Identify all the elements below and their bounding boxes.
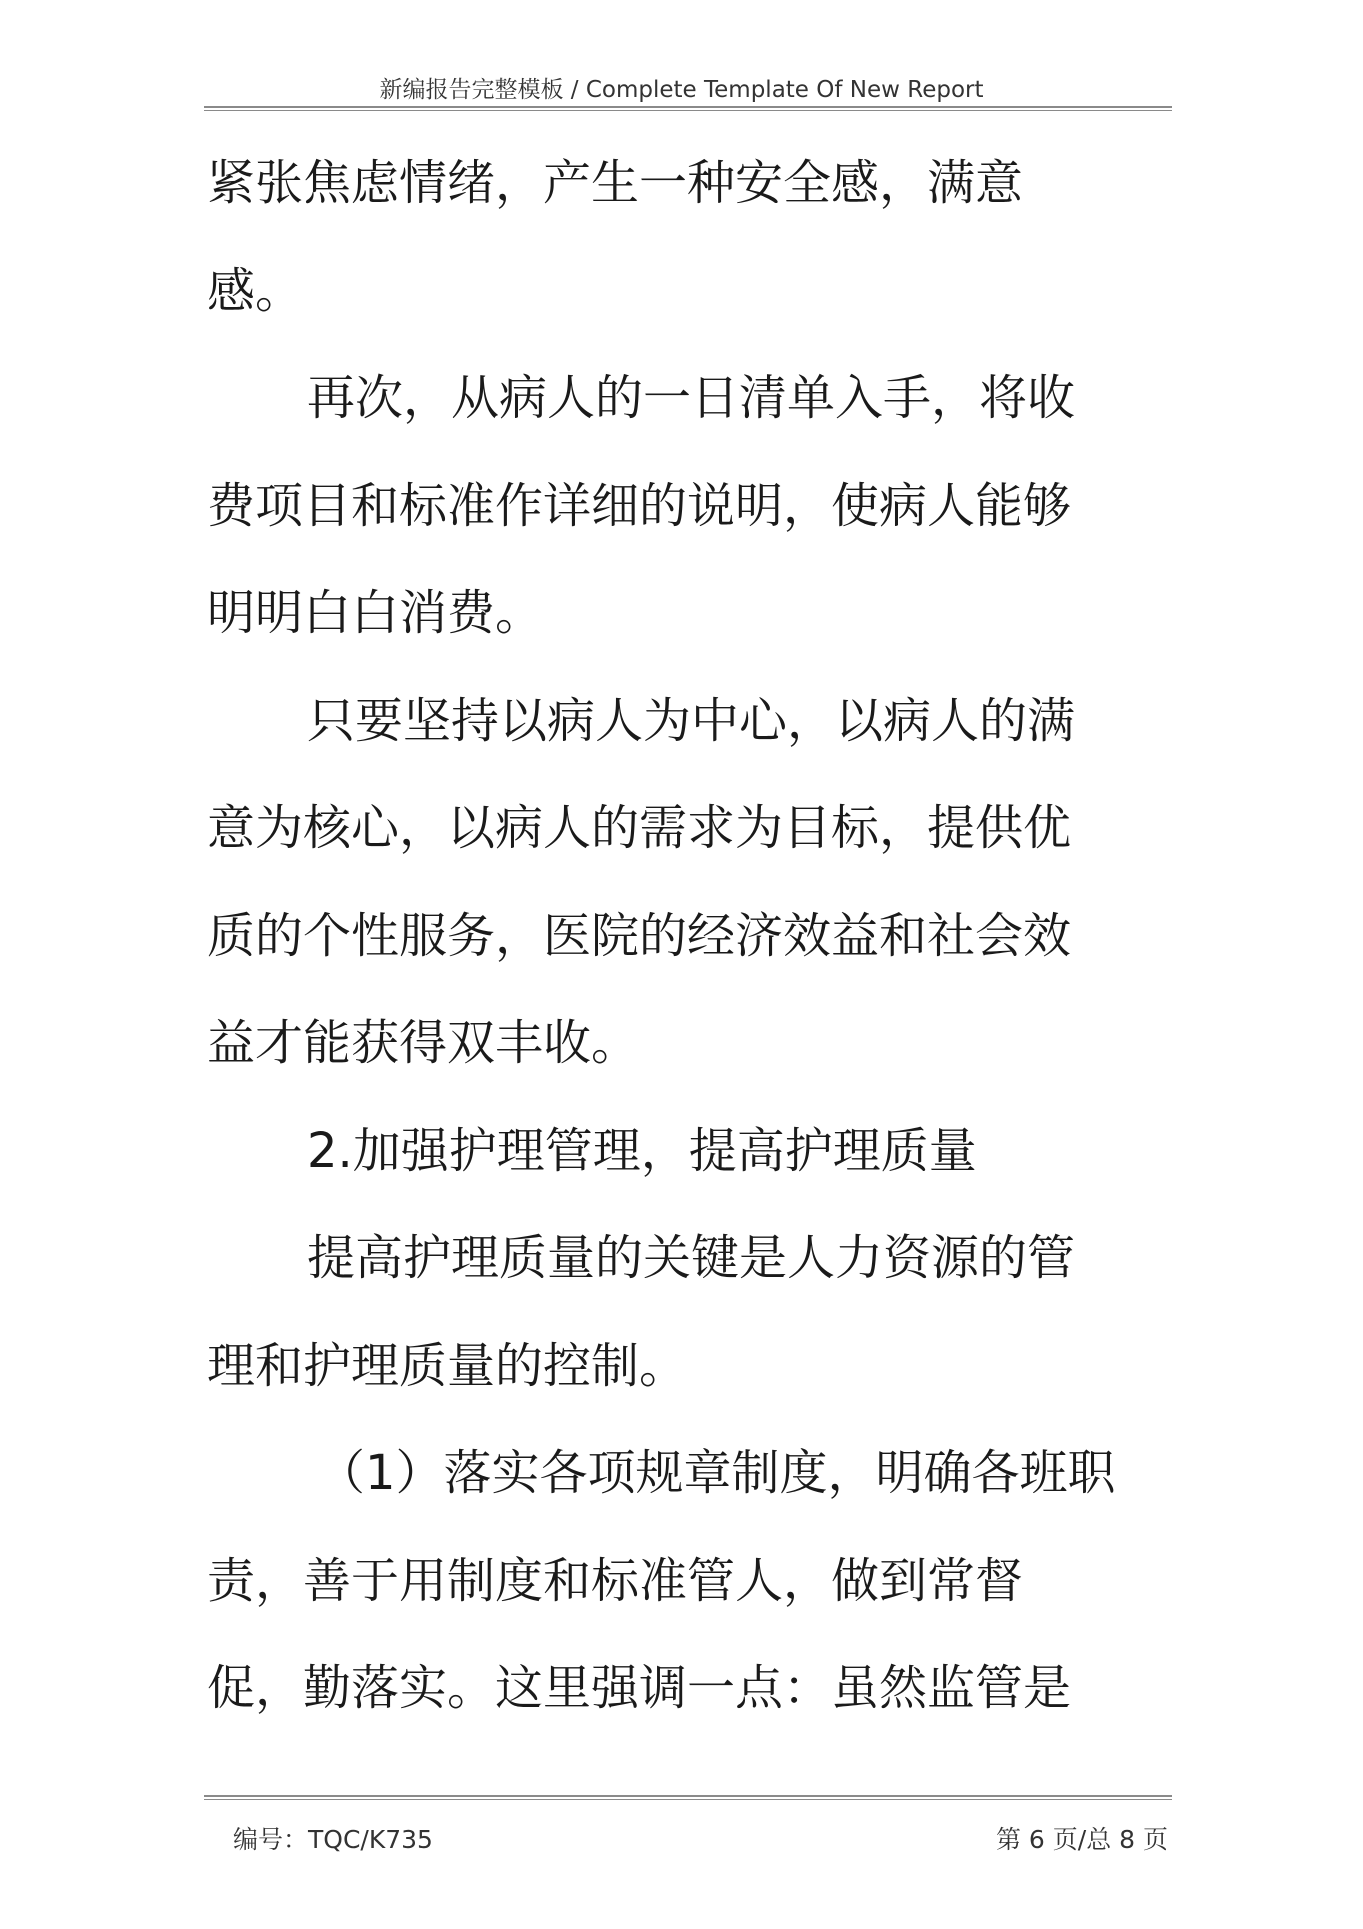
page-header-title: 新编报告完整模板 / Complete Template Of New Report bbox=[379, 77, 984, 103]
header-divider bbox=[204, 106, 1172, 111]
body-line: 意为核心，以病人的需求为目标，提供优 bbox=[207, 800, 1072, 856]
section-heading: 2.加强护理管理，提高护理质量 bbox=[307, 1122, 977, 1179]
body-line: 责，善于用制度和标准管人，做到常督 bbox=[207, 1552, 1024, 1609]
body-line: 理和护理质量的控制。 bbox=[207, 1337, 688, 1394]
body-line: 感。 bbox=[207, 262, 304, 319]
body-line: 紧张焦虑情绪，产生一种安全感，满意 bbox=[207, 155, 1024, 211]
body-line: 只要坚持以病人为中心，以病人的满 bbox=[307, 692, 1076, 749]
body-line: 促，勤落实。这里强调一点：虽然监管是 bbox=[207, 1660, 1072, 1716]
body-line: 提高护理质量的关键是人力资源的管 bbox=[307, 1230, 1076, 1286]
body-line: 明明白白消费。 bbox=[207, 585, 544, 641]
page-number: 第 6 页/总 8 页 bbox=[995, 1825, 1168, 1854]
body-line: 费项目和标准作详细的说明，使病人能够 bbox=[207, 477, 1072, 534]
document-number: 编号：TQC/K735 bbox=[233, 1825, 433, 1854]
document-body bbox=[207, 130, 1172, 1743]
body-line: 质的个性服务，医院的经济效益和社会效 bbox=[207, 907, 1072, 964]
body-line: 再次，从病人的一日清单入手，将收 bbox=[307, 370, 1076, 426]
body-line: （1）落实各项规章制度，明确各班职 bbox=[317, 1445, 1116, 1501]
footer-divider bbox=[204, 1795, 1172, 1800]
body-line: 益才能获得双丰收。 bbox=[207, 1015, 640, 1071]
